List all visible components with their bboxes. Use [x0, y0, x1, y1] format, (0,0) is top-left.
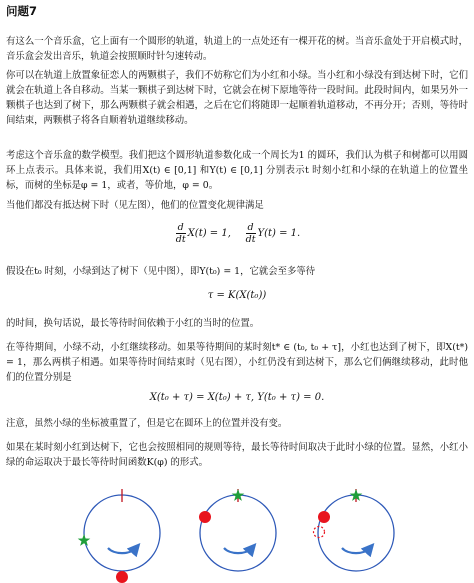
green-star-icon	[78, 534, 91, 546]
track-circle	[318, 495, 394, 571]
paragraph-before-tree: 当他们都没有抵达树下时（见左图），他们的位置变化规律满足	[6, 200, 264, 211]
paragraph-model: 考虑这个音乐盒的数学模型。我们把这个圆形轨道参数化成一个周长为1 的圆环，我们认为棋子和树都可以用圆环上点表示。具体来说，我们用X(t) ∈ [0,1] 和Y(t) ∈ [0,1] 分别表示t 时刻小红和小绿的在轨道上的位置坐标，而树的坐标是φ = 1，或者，等价地，φ = 0。	[6, 150, 468, 191]
paragraph-waiting-period: 在等待期间，小绿不动，小红继续移动。如果等待期间的某时刻t* ∈ (t₀, t₀ + τ]，小红也达到了树下，即X(t*) = 1，那么两棋子相遇。如果等待时间结束时（见右图），小红仍没有到达树下，那么它们俩继续移动，此时他们的位置分别是	[6, 342, 468, 383]
red-dot-icon	[199, 511, 211, 523]
formula-derivatives	[0, 222, 474, 245]
clockwise-arrow-icon	[108, 548, 136, 553]
paragraph-note: 注意，虽然小绿的坐标被重置了，但是它在圆环上的位置并没有变。	[6, 418, 288, 429]
paragraph-rules: 你可以在轨道上放置象征恋人的两颗棋子，我们不妨称它们为小红和小绿。当小红和小绿没有到达树下时，它们就会在轨道上各自移动。当某一颗棋子到达树下时，它就会在树下原地等待一段时间。此段时间内，如果另外一颗棋子也达到了树下，那么两颗棋子就会相遇，之后在它们将随即一起顺着轨道移动，不再分开；否则，等待时间结束，两颗棋子将各自顺着轨道继续移动。	[6, 70, 468, 126]
deriv-num: d	[247, 222, 254, 233]
diagram-left	[78, 489, 160, 583]
track-circle	[200, 495, 276, 571]
derivative-x	[176, 222, 186, 245]
red-previous-position-icon	[314, 527, 325, 538]
formula-y: Y(t) = 1.	[257, 228, 301, 239]
track-circle	[84, 495, 160, 571]
diagram-middle	[199, 489, 276, 571]
paragraph-wait-depends: 的时间，换句话说，最长等待时间依赖于小红的当时的位置。	[6, 318, 260, 329]
derivative-y	[246, 222, 256, 245]
paragraph-intro: 有这么一个音乐盒，它上面有一个圆形的轨道，轨道上的一点处还有一棵开花的树。当音乐盒处于开启模式时，音乐盒会发出音乐，轨道会按照顺时针匀速转动。	[6, 36, 468, 62]
diagrams-svg	[0, 488, 474, 583]
deriv-den: dt	[245, 234, 256, 245]
red-dot-icon	[318, 511, 330, 523]
red-dot-icon	[116, 571, 128, 583]
formula-wait-time: τ = K(X(t₀))	[207, 290, 267, 301]
clockwise-arrow-icon	[224, 548, 252, 553]
deriv-den: dt	[175, 234, 186, 245]
formula-after-wait: X(t₀ + τ) = X(t₀) + τ, Y(t₀ + τ) = 0.	[149, 392, 325, 403]
problem-title: 问题7	[6, 4, 38, 18]
paragraph-green-arrives: 假设在t₀ 时刻，小绿到达了树下（见中图），即Y(t₀) = 1，它就会至多等待	[6, 266, 316, 277]
diagram-right	[314, 489, 395, 571]
paragraph-conclusion: 如果在某时刻小红到达树下，它也会按照相同的规则等待，最长等待时间取决于此时小绿的位置。显然，小红小绿的命运取决于最长等待时间函数K(φ) 的形式。	[6, 442, 468, 468]
clockwise-arrow-icon	[342, 548, 370, 553]
music-box-diagrams	[0, 488, 474, 583]
formula-x: X(t) = 1,	[187, 228, 231, 239]
deriv-num: d	[177, 222, 184, 233]
